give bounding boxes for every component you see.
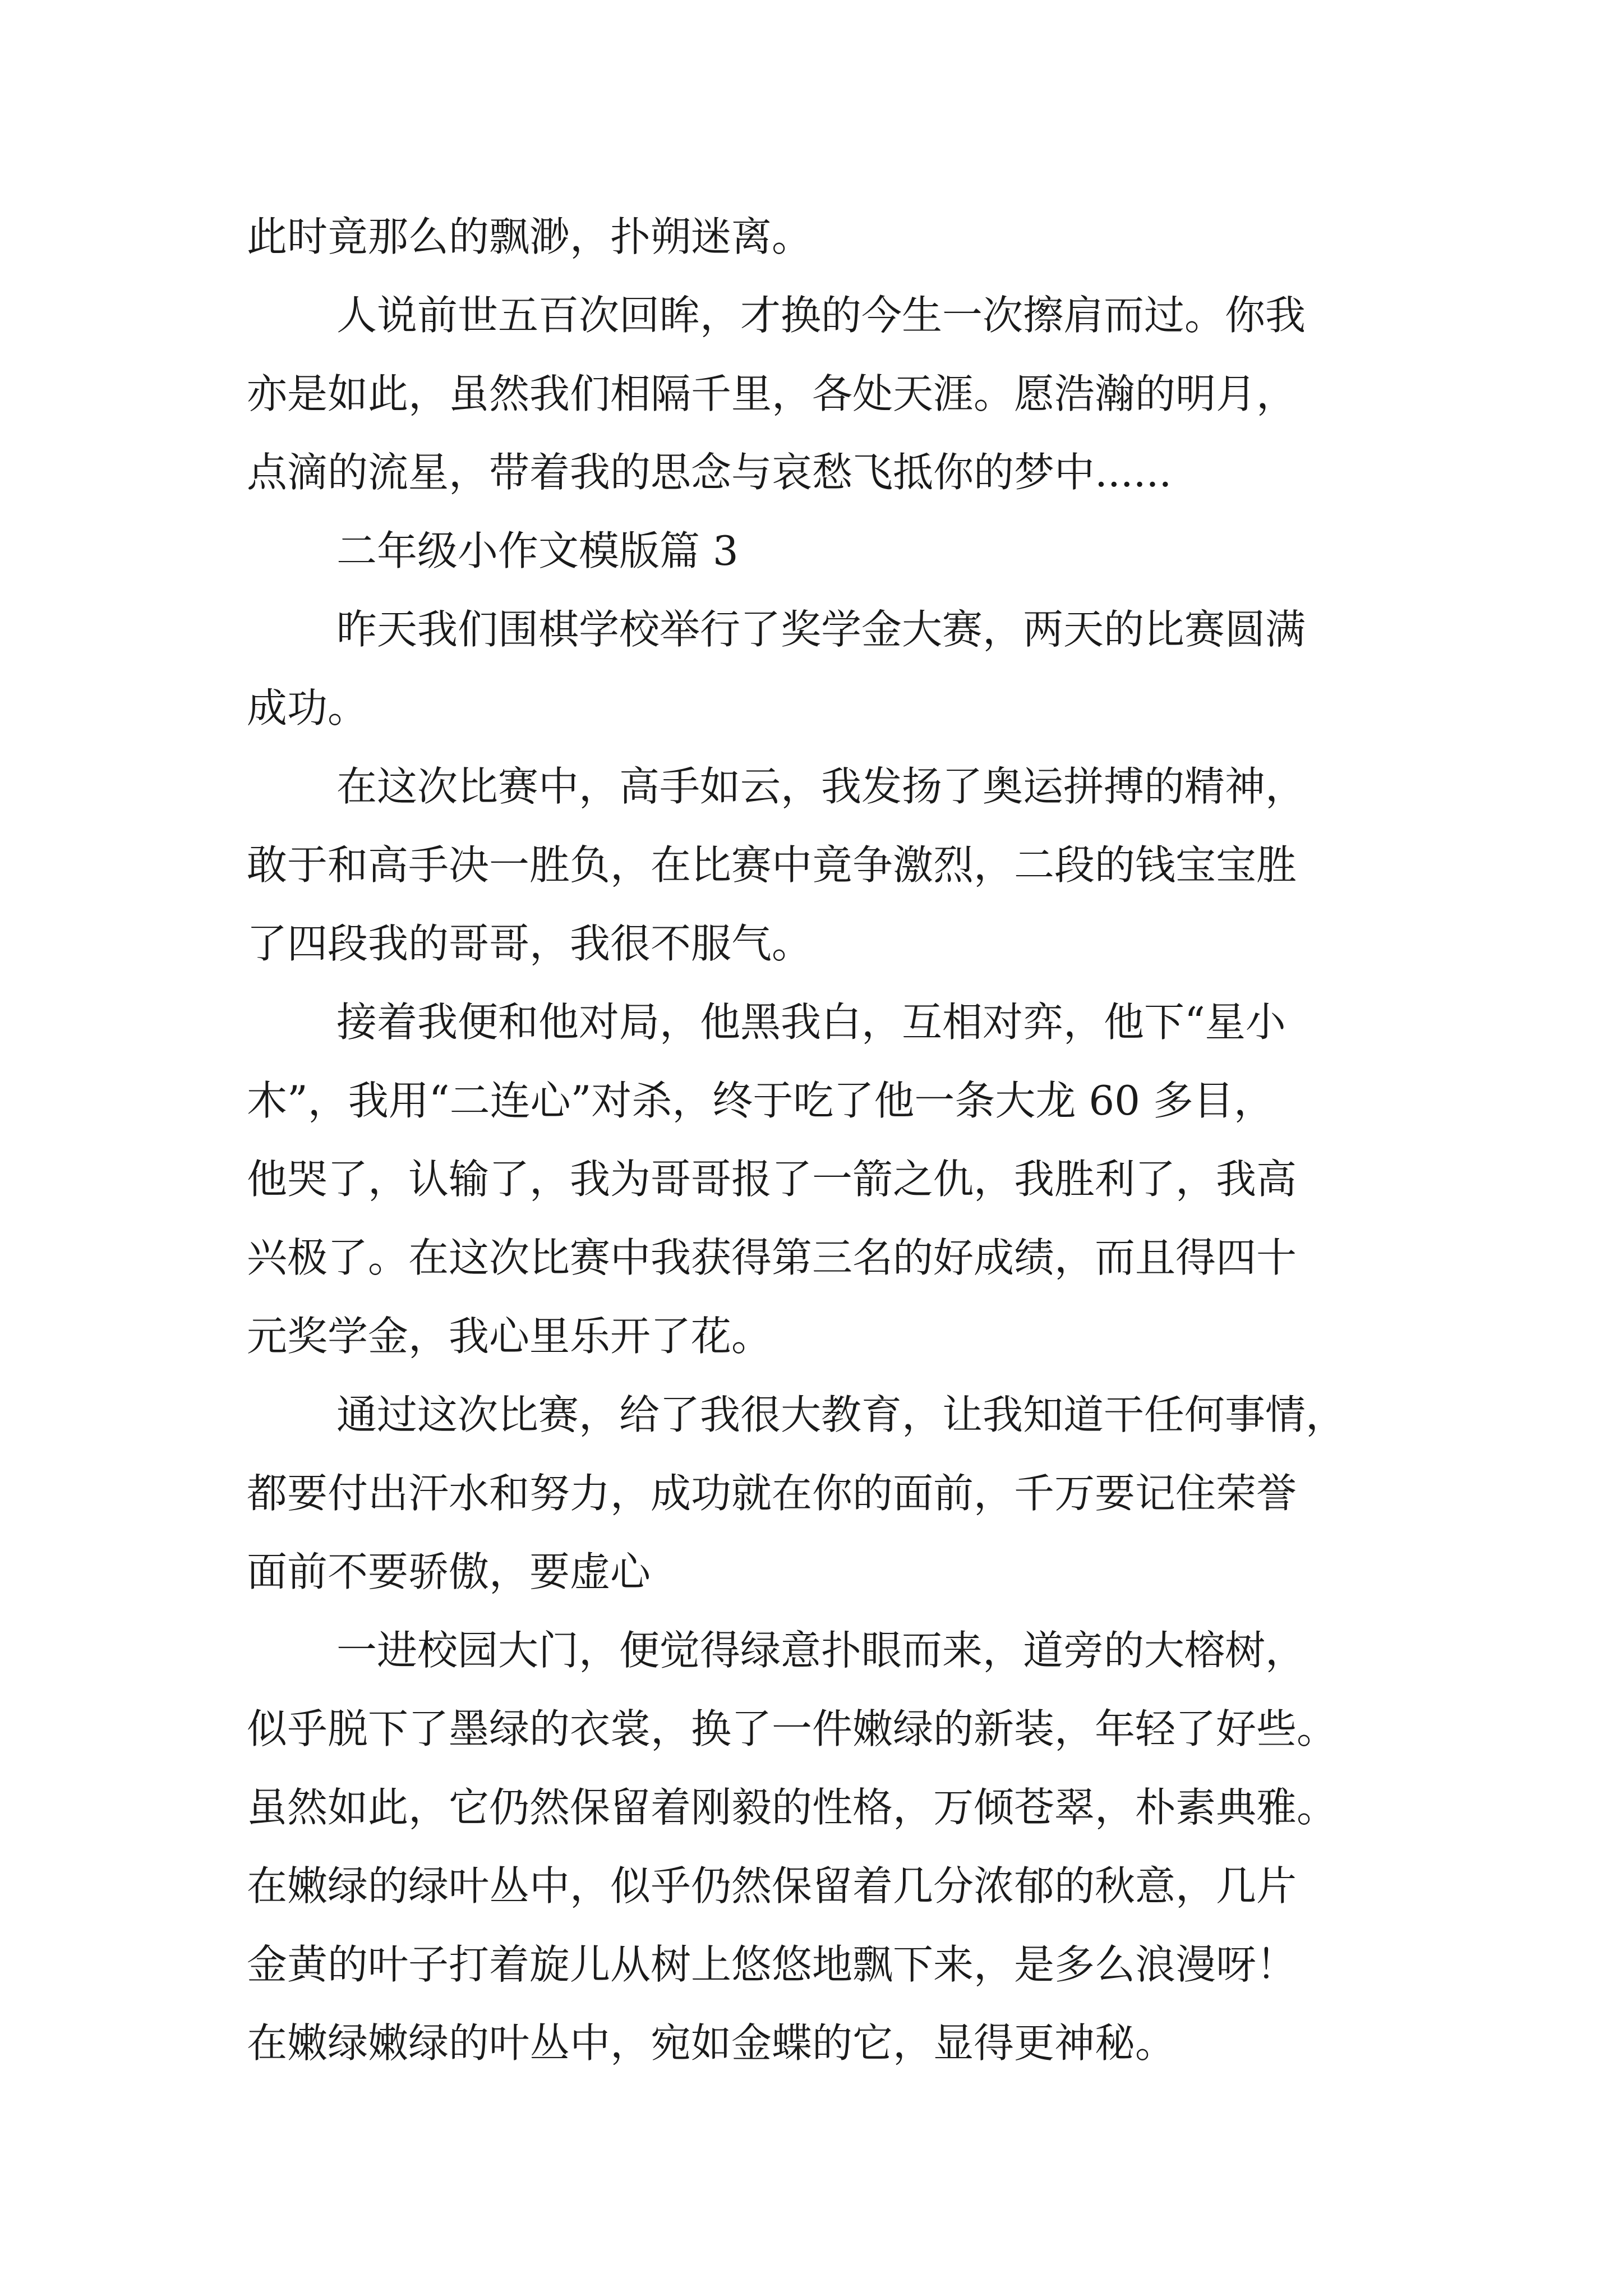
text-line: 他哭了，认输了，我为哥哥报了一箭之仇，我胜利了，我高: [247, 1156, 1297, 1203]
section-heading: 二年级小作文模版篇 3: [336, 527, 739, 574]
text-line: 似乎脱下了墨绿的衣裳，换了一件嫩绿的新装，年轻了好些。: [247, 1705, 1338, 1752]
text-line: 都要付出汗水和努力，成功就在你的面前，千万要记住荣誉: [247, 1470, 1297, 1517]
text-line: 了四段我的哥哥，我很不服气。: [247, 920, 813, 967]
text-line: 兴极了。在这次比赛中我获得第三名的好成绩，而且得四十: [247, 1234, 1297, 1281]
text-line: 一进校园大门，便觉得绿意扑眼而来，道旁的大榕树，: [336, 1627, 1306, 1674]
text-line: 在嫩绿嫩绿的叶丛中，宛如金蝶的它，显得更神秘。: [247, 2019, 1176, 2067]
text-line: 虽然如此，它仍然保留着刚毅的性格，万倾苍翠，朴素典雅。: [247, 1784, 1338, 1831]
text-line: 金黄的叶子打着旋儿从树上悠悠地飘下来，是多么浪漫呀！: [247, 1941, 1297, 1988]
text-line: 木”，我用“二连心”对杀，终于吃了他一条大龙 60 多目，: [247, 1077, 1274, 1124]
text-line: 接着我便和他对局，他黑我白，互相对弈，他下“星小: [336, 999, 1286, 1046]
text-line: 敢于和高手决一胜负，在比赛中竟争激烈，二段的钱宝宝胜: [247, 841, 1297, 889]
text-line: 人说前世五百次回眸，才换的今生一次擦肩而过。你我: [336, 292, 1306, 339]
text-line: 在这次比赛中，高手如云，我发扬了奥运拼搏的精神，: [336, 763, 1306, 810]
text-line: 此时竟那么的飘渺，扑朔迷离。: [247, 213, 813, 260]
text-line: 亦是如此，虽然我们相隔千里，各处天涯。愿浩瀚的明月，: [247, 370, 1297, 417]
text-line: 成功。: [247, 684, 368, 731]
text-line: 面前不要骄傲，要虚心: [247, 1548, 651, 1595]
text-line: 元奖学金，我心里乐开了花。: [247, 1313, 772, 1360]
text-line: 在嫩绿的绿叶丛中，似乎仍然保留着几分浓郁的秋意，几片: [247, 1862, 1297, 1910]
text-line: 点滴的流星，带着我的思念与哀愁飞抵你的梦中......: [247, 449, 1172, 496]
text-line: 昨天我们围棋学校举行了奖学金大赛，两天的比赛圆满: [336, 606, 1306, 653]
text-line: 通过这次比赛，给了我很大教育，让我知道干任何事情，: [336, 1391, 1347, 1438]
